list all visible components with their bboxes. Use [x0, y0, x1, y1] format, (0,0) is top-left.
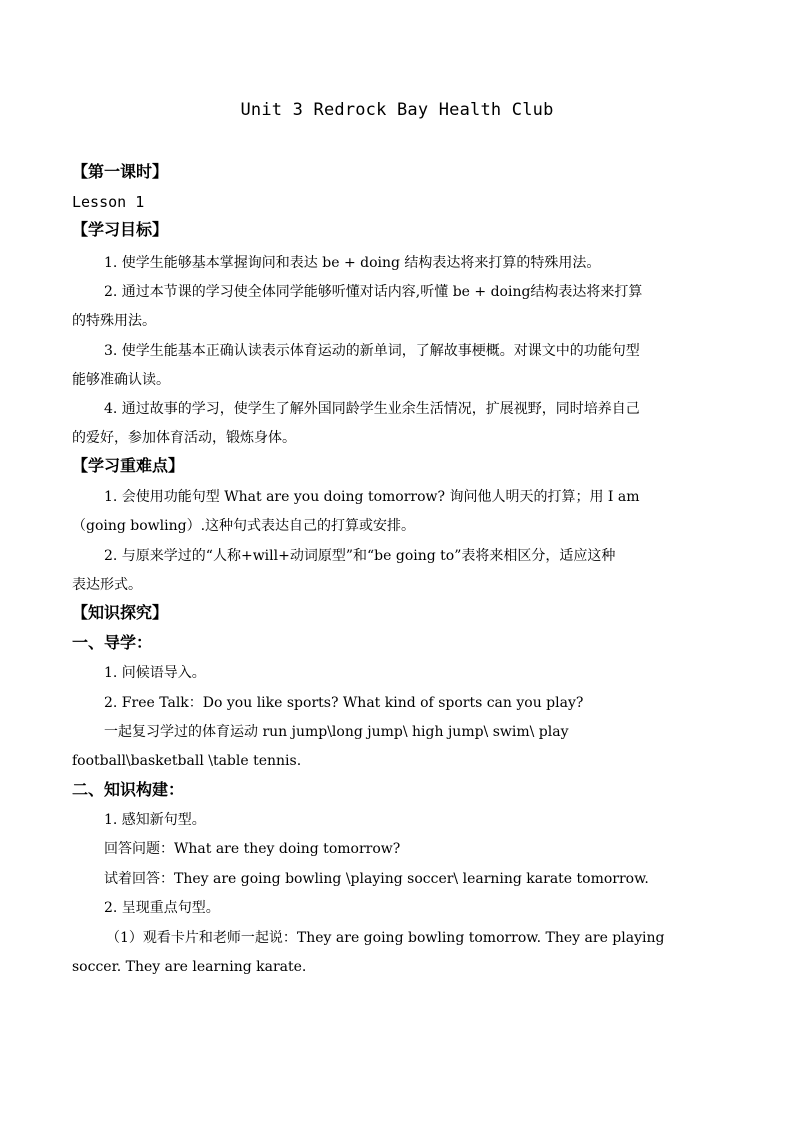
section-1-item-1: 1. 问候语导入。: [104, 665, 206, 681]
section-1-review-line-2: football\basketball \table tennis.: [72, 753, 302, 769]
key-point-1-line-2: （going bowling）.这种句式表达自己的打算或安排。: [72, 518, 416, 534]
document-title: Unit 3 Redrock Bay Health Club: [240, 100, 554, 120]
section-2-sub-1-line-1: （1）观看卡片和老师一起说：They are going bowling tomorrow. They are playing: [106, 930, 665, 946]
section-2-question: 回答问题：What are they doing tomorrow?: [104, 841, 401, 857]
section-2-item-1: 1. 感知新句型。: [104, 812, 206, 828]
section-2-answer: 试着回答：They are going bowling \playing soccer\ learning karate tomorrow.: [104, 871, 649, 887]
section-1-review-line-1: 一起复习学过的体育运动 run jump\long jump\ high jump\ swim\ play: [104, 724, 569, 740]
lesson-name: Lesson 1: [72, 193, 145, 211]
section-2-sub-1-line-2: soccer. They are learning karate.: [72, 959, 307, 975]
explore-header: 【知识探究】: [72, 603, 169, 622]
key-point-2-line-2: 表达形式。: [72, 577, 142, 593]
goal-4-line-2: 的爱好，参加体育活动，锻炼身体。: [72, 430, 296, 446]
section-2-item-2: 2. 呈现重点句型。: [104, 900, 220, 916]
section-1-heading: 一、导学：: [72, 633, 153, 652]
goal-3-line-2: 能够准确认读。: [72, 372, 170, 388]
goal-3-line-1: 3. 使学生能基本正确认读表示体育运动的新单词，了解故事梗概。对课文中的功能句型: [104, 343, 640, 359]
lesson-header: 【第一课时】: [72, 162, 169, 181]
goal-1: 1. 使学生能够基本掌握询问和表达 be + doing 结构表达将来打算的特殊用法。: [104, 255, 601, 271]
key-point-1-line-1: 1. 会使用功能句型 What are you doing tomorrow? 询问他人明天的打算；用 I am: [104, 489, 640, 505]
goals-header: 【学习目标】: [72, 220, 169, 239]
key-point-2-line-1: 2. 与原来学过的“人称+will+动词原型”和“be going to”表将来相区分，适应这种: [104, 548, 616, 564]
goal-2-line-2: 的特殊用法。: [72, 313, 156, 329]
section-1-item-2: 2. Free Talk：Do you like sports? What kind of sports can you play?: [104, 695, 584, 711]
goal-4-line-1: 4. 通过故事的学习，使学生了解外国同龄学生业余生活情况，扩展视野，同时培养自己: [104, 401, 640, 417]
section-2-heading: 二、知识构建：: [72, 780, 185, 799]
goal-2-line-1: 2. 通过本节课的学习使全体同学能够听懂对话内容,听懂 be + doing结构表达将来打算: [104, 284, 643, 300]
key-points-header: 【学习重难点】: [72, 456, 185, 475]
